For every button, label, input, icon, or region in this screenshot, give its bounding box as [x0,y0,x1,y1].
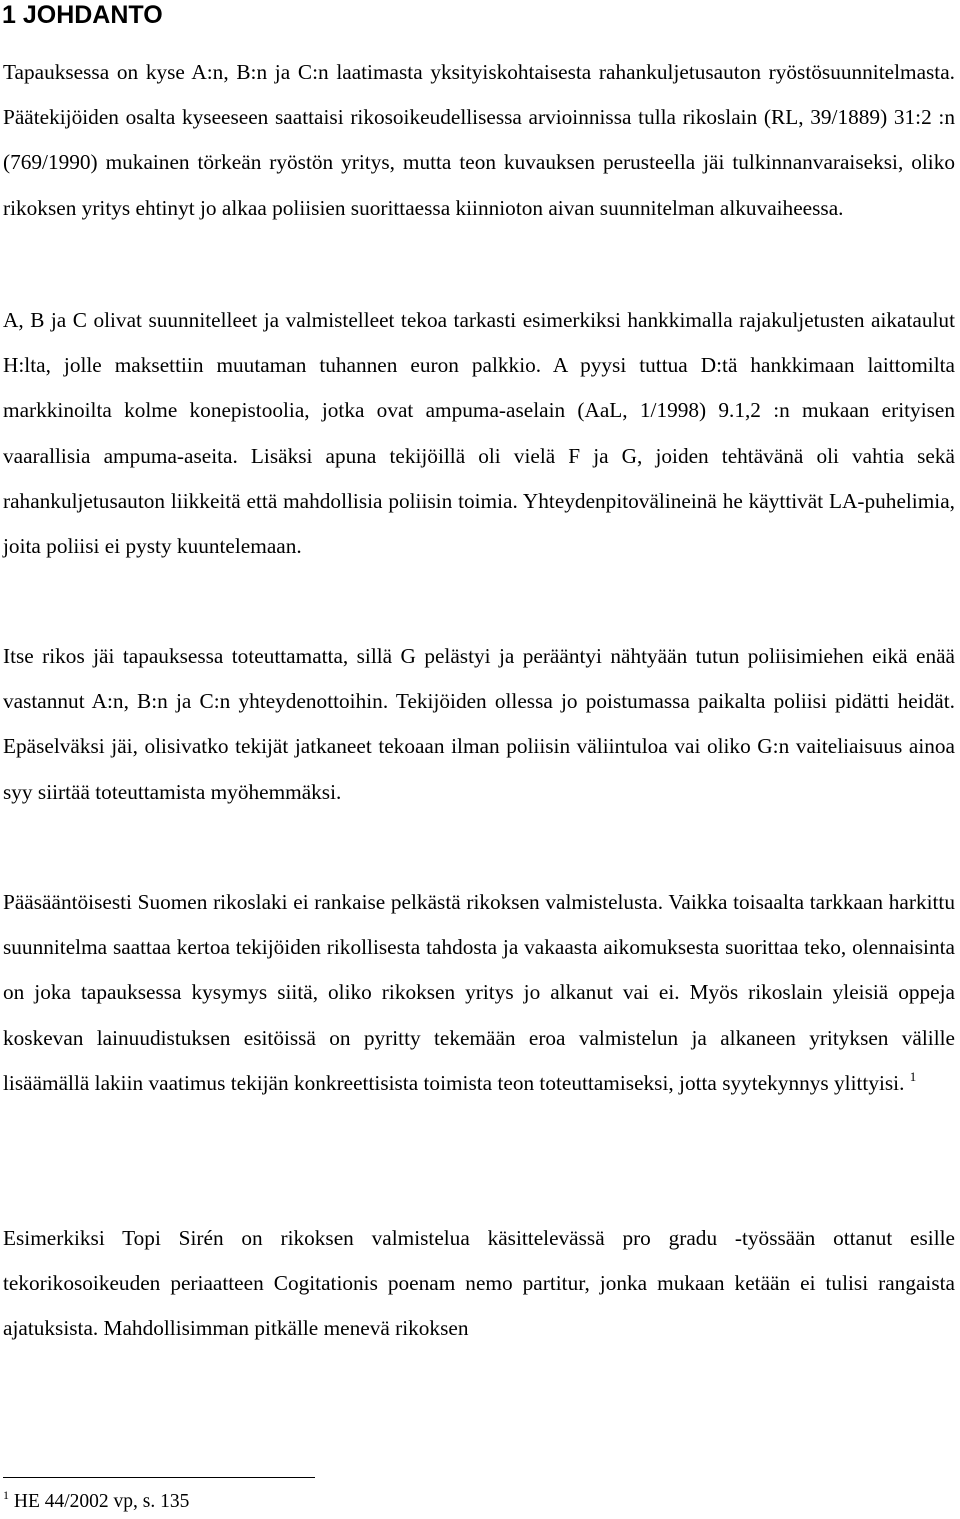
footnote [3,1488,189,1516]
footnote-text: HE 44/2002 vp, s. 135 [9,1491,190,1512]
paragraph-2: A, B ja C olivat suunnitelleet ja valmistelleet tekoa tarkasti esimerkiksi hankkimalla rajakuljetusten aikataulut H:lta, jolle maksettiin muutaman tuhannen euron palkkio. A pyysi tuttua D:tä hankkimaan laittomilta markkinoilta kolme konepistoolia, jotka ovat ampuma-aselain (AaL, 1/1998) 9.1,2 :n mukaan erityisen vaarallisia ampuma-aseita. Lisäksi apuna tekijöillä oli vielä F ja G, joiden tehtävänä oli vahtia sekä rahankuljetusauton liikkeitä että mahdollisia poliisin toimia. Yhteydenpitovälineinä he käyttivät LA-puhelimia, joita poliisi ei pysty kuuntelemaan. [3,308,955,559]
footnote-number: 1 [3,1488,9,1502]
paragraph-5: Esimerkiksi Topi Sirén on rikoksen valmistelua käsittelevässä pro gradu -työssään ottanut esille tekorikosoikeuden periaatteen Cogitationis poenam nemo partitur, jonka mukaan ketään ei tulisi rangaista ajatuksista. Mahdollisimman pitkälle menevä rikoksen [3,1226,955,1341]
paragraph-4 [3,880,955,1106]
footnote-reference[interactable]: 1 [909,1068,917,1084]
paragraph-1: Tapauksessa on kyse A:n, B:n ja C:n laatimasta yksityiskohtaisesta rahankuljetusauton ryöstösuunnitelmasta. Päätekijöiden osalta kyseeseen saattaisi rikosoikeudellisessa arvioinnissa tulla rikoslain (RL, 39/1889) 31:2 :n (769/1990) mukainen törkeän ryöstön yritys, mutta teon kuvauksen perusteella jäi tulkinnanvaraiseksi, oliko rikoksen yritys ehtinyt jo alkaa poliisien suorittaessa kiinnioton aivan suunnitelman alkuvaiheessa. [3,60,955,220]
chapter-heading: 1 JOHDANTO [2,1,163,29]
paragraph-4-text: Pääsääntöisesti Suomen rikoslaki ei rankaise pelkästä rikoksen valmistelusta. Vaikka toisaalta tarkkaan harkittu suunnitelma saattaa kertoa tekijöiden rikollisesta tahdosta ja vakaasta aikomuksesta suorittaa teko, olennaisinta on joka tapauksessa kysymys siitä, oliko rikoksen yritys jo alkanut vai ei. Myös rikoslain yleisiä oppeja koskevan lainuudistuksen esitöissä on pyritty tekemään eroa valmistelun ja alkaneen yrityksen välille lisäämällä lakiin vaatimus tekijän konkreettisista toimista teon toteuttamiseksi, jotta syytekynnys ylittyisi. [3,890,955,1095]
paragraph-3: Itse rikos jäi tapauksessa toteuttamatta, sillä G pelästyi ja perääntyi nähtyään tutun poliisimiehen eikä enää vastannut A:n, B:n ja C:n yhteydenottoihin. Tekijöiden ollessa jo poistumassa paikalta poliisi pidätti heidät. Epäselväksi jäi, olisivatko tekijät jatkaneet tekoaan ilman poliisin väliintuloa vai oliko G:n vaiteliaisuus ainoa syy siirtää toteuttamista myöhemmäksi. [3,644,955,804]
footnote-separator [3,1477,315,1478]
